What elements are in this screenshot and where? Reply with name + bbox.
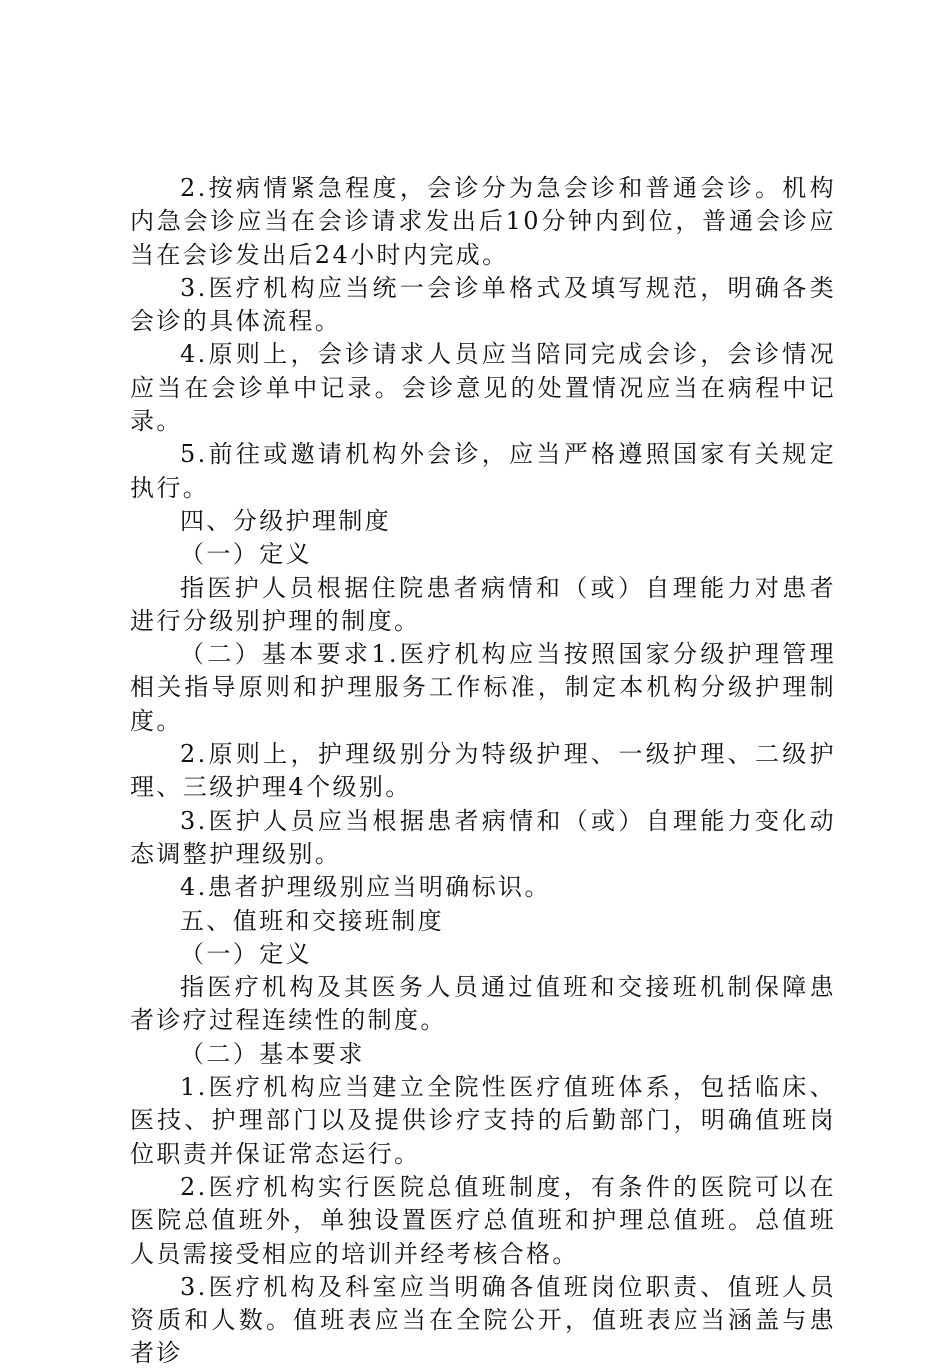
subheading-basic-requirements: （二）基本要求 [180, 1039, 365, 1068]
paragraph-consult-external: 5.前往或邀请机构外会诊，应当严格遵照国家有关规定执行。 [130, 440, 836, 502]
document-body [130, 172, 836, 1371]
paragraph-duty-definition: 指医疗机构及其医务人员通过值班和交接班机制保障患者诊疗过程连续性的制度。 [130, 973, 836, 1035]
paragraph-duty-roster: 3.医疗机构及科室应当明确各值班岗位职责、值班人员资质和人数。值班表应当在全院公开，值班表应当涵盖与患者诊 [130, 1272, 836, 1368]
paragraph-nursing-adjust: 3.医护人员应当根据患者病情和（或）自理能力变化动态调整护理级别。 [130, 806, 836, 868]
paragraph-nursing-definition: 指医护人员根据住院患者病情和（或）自理能力对患者进行分级别护理的制度。 [130, 573, 836, 635]
paragraph-nursing-label: 4.患者护理级别应当明确标识。 [180, 873, 551, 902]
paragraph-nursing-requirement-1: （二）基本要求1.医疗机构应当按照国家分级护理管理相关指导原则和护理服务工作标准，制定本机构分级护理制度。 [130, 640, 836, 735]
subheading-definition-1: （一）定义 [180, 540, 312, 569]
paragraph-consult-accompany: 4.原则上，会诊请求人员应当陪同完成会诊，会诊情况应当在会诊单中记录。会诊意见的处置情况应当在病程中记录。 [130, 340, 836, 436]
section-heading-nursing: 四、分级护理制度 [180, 506, 392, 535]
paragraph-nursing-levels: 2.原则上，护理级别分为特级护理、一级护理、二级护理、三级护理4个级别。 [130, 740, 836, 802]
subheading-definition-2: （一）定义 [180, 939, 312, 968]
paragraph-consult-urgency: 2.按病情紧急程度，会诊分为急会诊和普通会诊。机构内急会诊应当在会诊请求发出后10分钟内到位，普通会诊应当在会诊发出后24小时内完成。 [130, 174, 836, 269]
paragraph-duty-general: 2.医疗机构实行医院总值班制度，有条件的医院可以在医院总值班外，单独设置医疗总值班和护理总值班。总值班人员需接受相应的培训并经考核合格。 [130, 1172, 836, 1268]
paragraph-duty-system: 1.医疗机构应当建立全院性医疗值班体系，包括临床、医技、护理部门以及提供诊疗支持的后勤部门，明确值班岗位职责并保证常态运行。 [130, 1073, 836, 1168]
paragraph-consult-form: 3.医疗机构应当统一会诊单格式及填写规范，明确各类会诊的具体流程。 [130, 273, 836, 336]
section-heading-duty: 五、值班和交接班制度 [180, 906, 444, 935]
